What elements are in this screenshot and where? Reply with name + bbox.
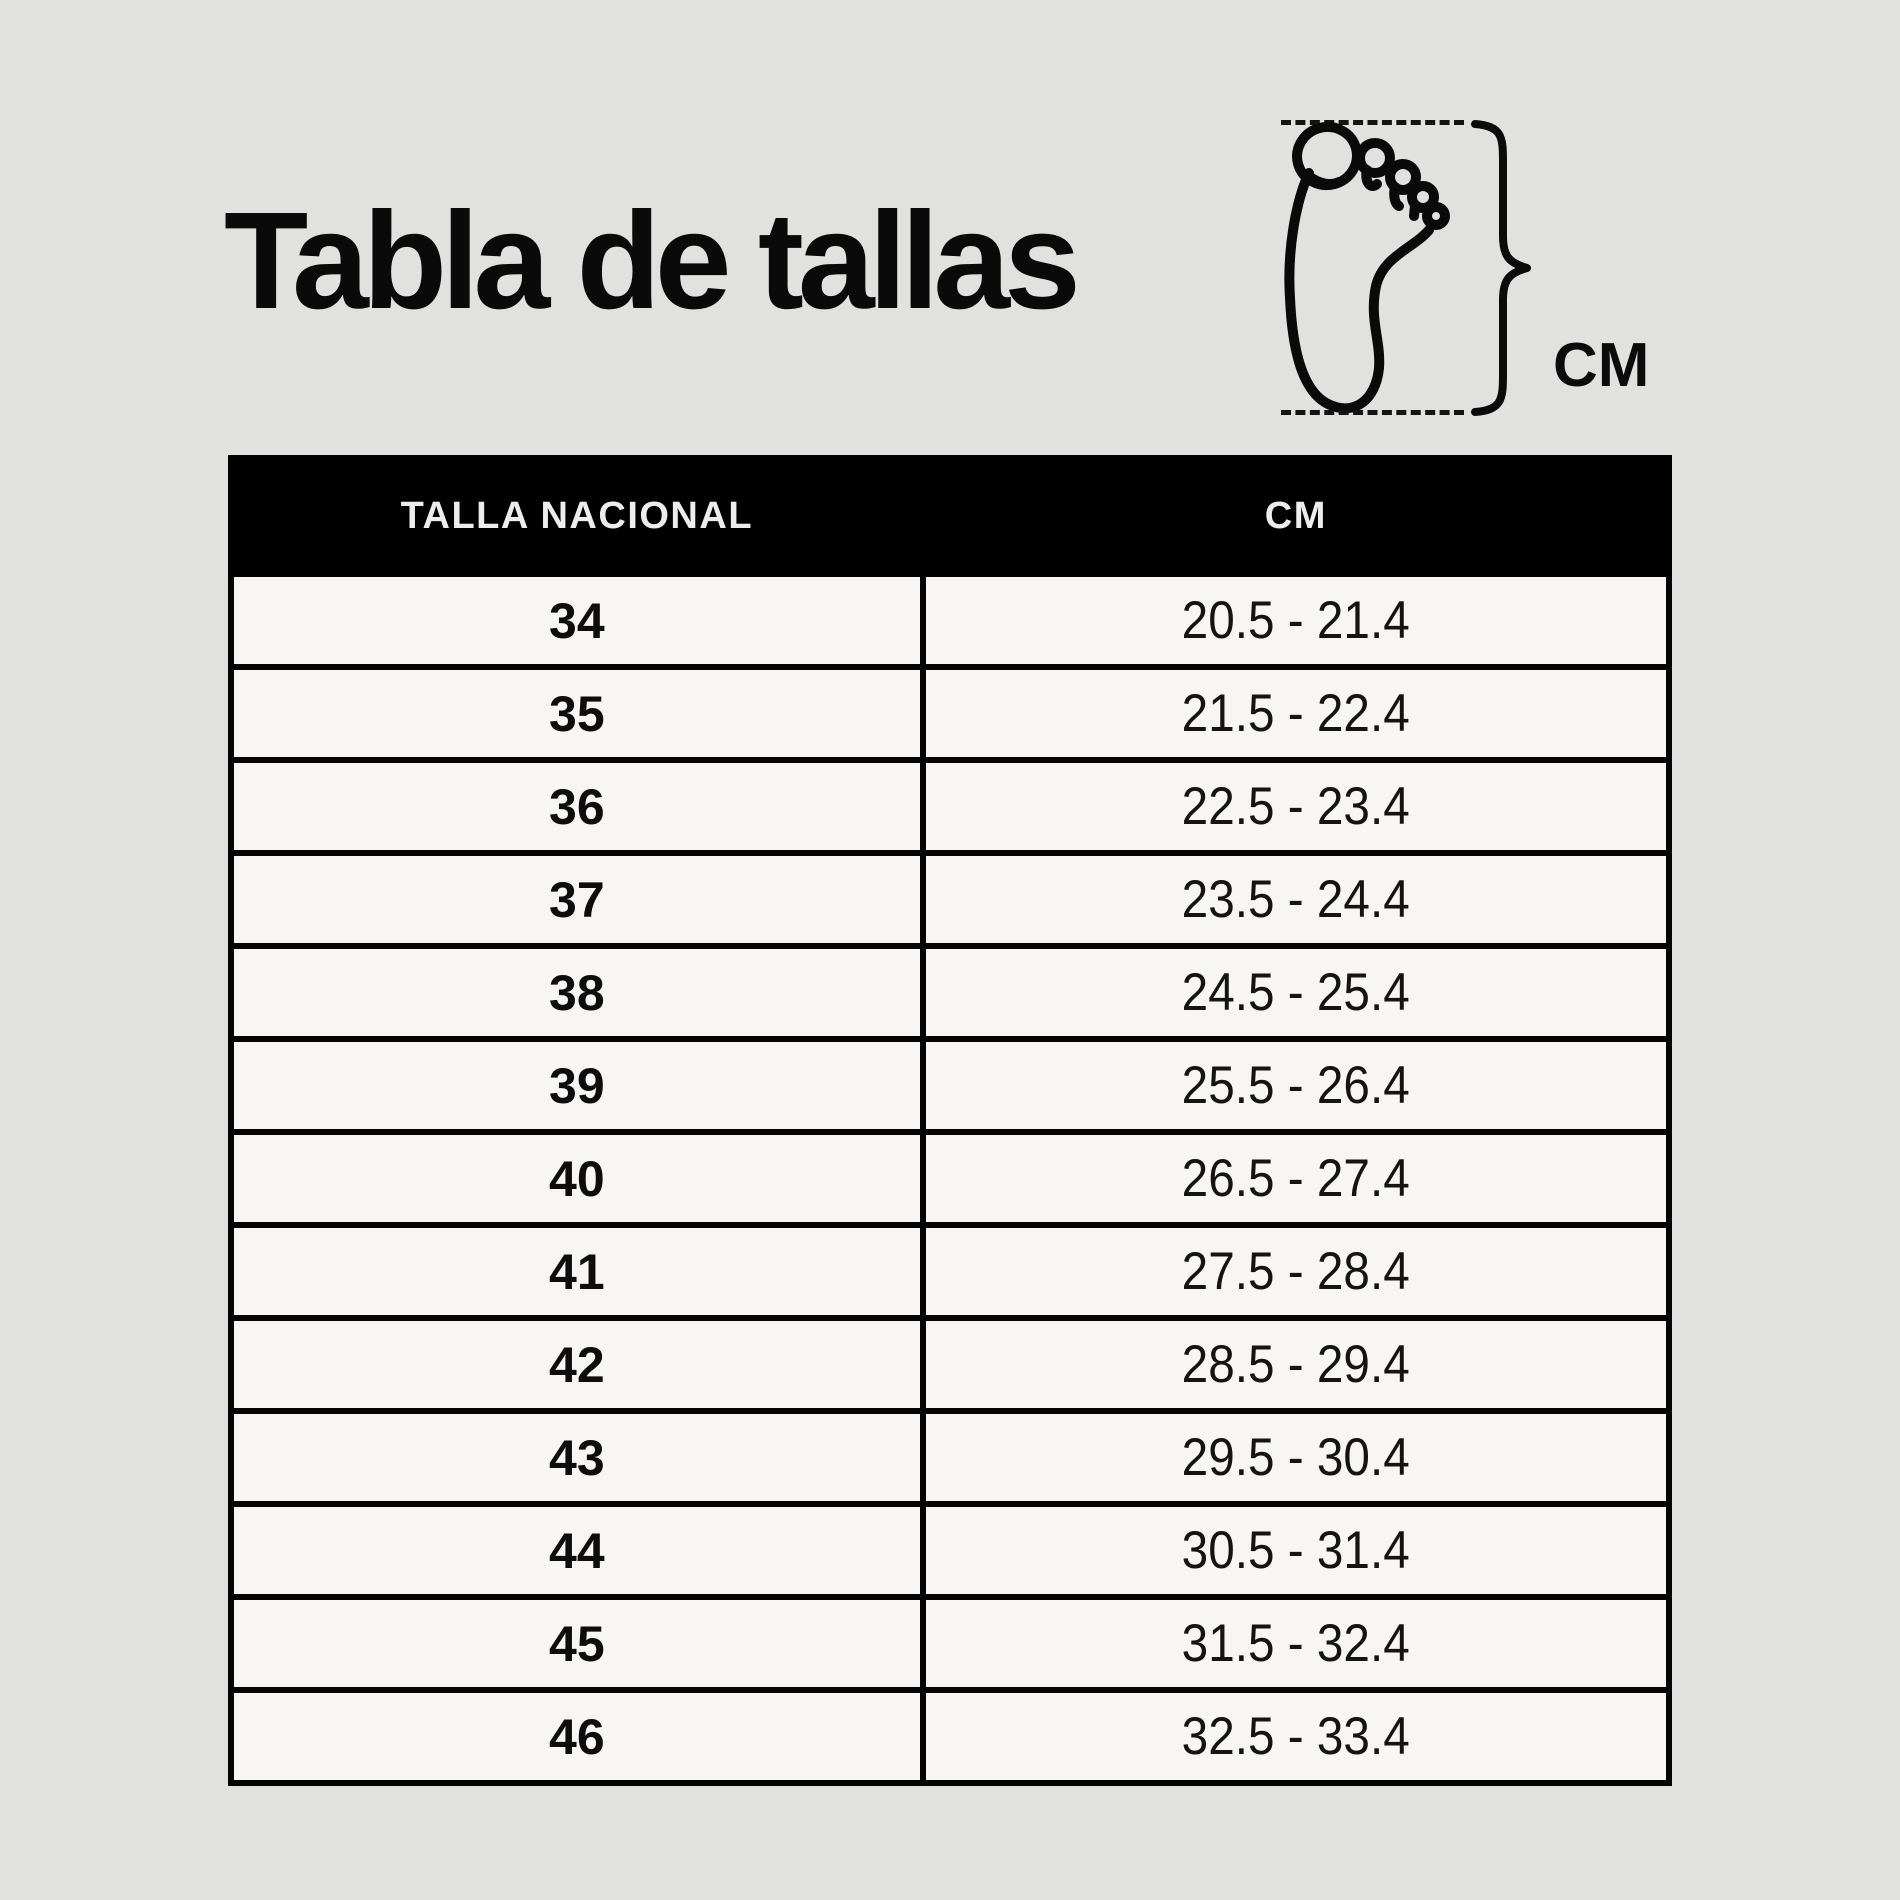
toe-crease bbox=[1309, 176, 1339, 184]
page-title: Tabla de tallas bbox=[224, 184, 1075, 338]
cm-range-cell bbox=[923, 1132, 1669, 1225]
cm-range-text: 27.5 - 28.4 bbox=[1181, 1242, 1410, 1301]
toe-4-gap bbox=[1414, 206, 1415, 216]
cm-range-text: 31.5 - 32.4 bbox=[1181, 1614, 1410, 1673]
size-cell: 38 bbox=[231, 946, 923, 1039]
table-row bbox=[231, 946, 1669, 1039]
cm-range-text: 23.5 - 24.4 bbox=[1181, 870, 1410, 929]
cm-range-cell bbox=[923, 1225, 1669, 1318]
cm-range-cell bbox=[923, 853, 1669, 946]
cm-range-cell bbox=[923, 1039, 1669, 1132]
cm-range-text: 32.5 - 33.4 bbox=[1181, 1707, 1410, 1766]
cm-range-text: 21.5 - 22.4 bbox=[1181, 684, 1410, 743]
toe-5 bbox=[1427, 207, 1445, 225]
foot-sole-outline bbox=[1289, 173, 1429, 408]
table-row bbox=[231, 1225, 1669, 1318]
cm-range-cell bbox=[923, 760, 1669, 853]
table-row bbox=[231, 1318, 1669, 1411]
size-cell: 41 bbox=[231, 1225, 923, 1318]
size-cell: 35 bbox=[231, 667, 923, 760]
cm-range-text: 22.5 - 23.4 bbox=[1181, 777, 1410, 836]
size-table-header bbox=[231, 458, 1669, 574]
cm-range-text: 20.5 - 21.4 bbox=[1181, 591, 1410, 650]
table-row bbox=[231, 1597, 1669, 1690]
size-cell: 37 bbox=[231, 853, 923, 946]
cm-range-text: 30.5 - 31.4 bbox=[1181, 1521, 1410, 1580]
curly-brace-icon bbox=[1471, 118, 1535, 418]
size-table-body bbox=[231, 574, 1669, 1783]
foot-measure-figure bbox=[1279, 100, 1719, 440]
cm-range-cell bbox=[923, 946, 1669, 1039]
cm-range-cell bbox=[923, 667, 1669, 760]
size-cell: 39 bbox=[231, 1039, 923, 1132]
table-row bbox=[231, 1039, 1669, 1132]
size-cell: 46 bbox=[231, 1690, 923, 1783]
size-cell: 36 bbox=[231, 760, 923, 853]
table-row bbox=[231, 853, 1669, 946]
foot-sole-icon bbox=[1279, 118, 1451, 418]
size-cell: 42 bbox=[231, 1318, 923, 1411]
table-row bbox=[231, 1504, 1669, 1597]
header-row bbox=[231, 458, 1669, 574]
table-row bbox=[231, 1690, 1669, 1783]
table-row bbox=[231, 667, 1669, 760]
table-row bbox=[231, 1411, 1669, 1504]
cm-range-cell bbox=[923, 1597, 1669, 1690]
cm-range-cell bbox=[923, 1411, 1669, 1504]
dashed-measure-line-bottom bbox=[1281, 410, 1464, 415]
column-header-talla-nacional: TALLA NACIONAL bbox=[231, 458, 923, 574]
cm-range-text: 25.5 - 26.4 bbox=[1181, 1056, 1410, 1115]
size-cell: 44 bbox=[231, 1504, 923, 1597]
unit-label: CM bbox=[1553, 331, 1650, 400]
table-row bbox=[231, 1132, 1669, 1225]
cm-range-cell bbox=[923, 1504, 1669, 1597]
column-header-cm: CM bbox=[923, 458, 1669, 574]
cm-range-cell bbox=[923, 1318, 1669, 1411]
size-cell: 40 bbox=[231, 1132, 923, 1225]
cm-range-text: 24.5 - 25.4 bbox=[1181, 963, 1410, 1022]
table-row bbox=[231, 574, 1669, 667]
size-cell: 43 bbox=[231, 1411, 923, 1504]
cm-range-text: 26.5 - 27.4 bbox=[1181, 1149, 1410, 1208]
toe-3-gap bbox=[1394, 187, 1399, 206]
size-cell: 34 bbox=[231, 574, 923, 667]
size-table bbox=[228, 455, 1672, 1786]
table-row bbox=[231, 760, 1669, 853]
cm-range-text: 29.5 - 30.4 bbox=[1181, 1428, 1410, 1487]
size-cell: 45 bbox=[231, 1597, 923, 1690]
cm-range-cell bbox=[923, 574, 1669, 667]
cm-range-cell bbox=[923, 1690, 1669, 1783]
cm-range-text: 28.5 - 29.4 bbox=[1181, 1335, 1410, 1394]
